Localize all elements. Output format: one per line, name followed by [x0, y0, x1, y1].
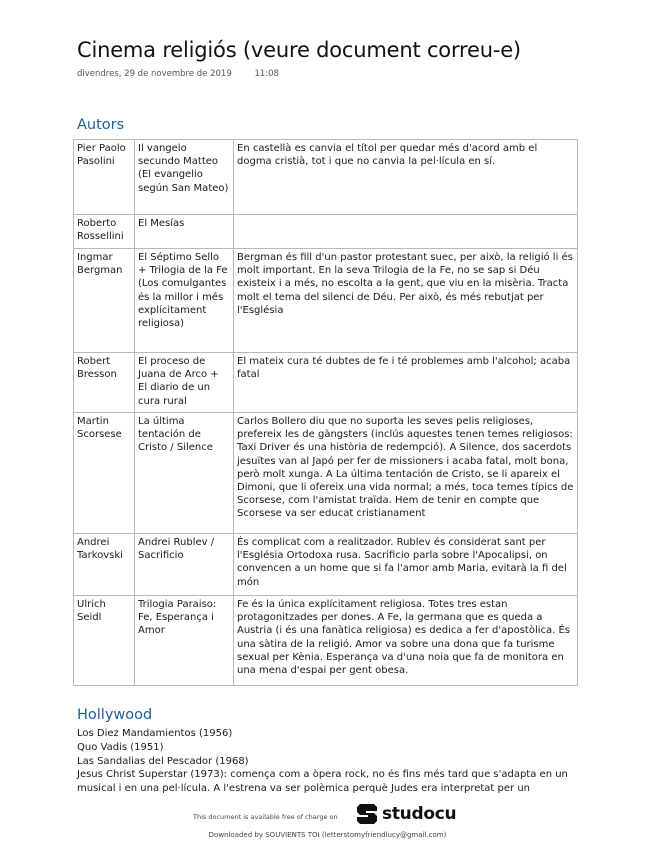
- availability-note: This document is available free of charge on: [193, 813, 338, 821]
- hollywood-paragraph: Jesus Christ Superstar (1973): comença com a òpera rock, no és fins més tard que s'adapta en un musical i en una pel·lícula. A l'estrena va ser polèmica perquè Judes era interpretat per un: [77, 769, 568, 795]
- table-row: [74, 215, 578, 249]
- table-row: [74, 140, 578, 215]
- page-title: Cinema religiós (veure document correu-e): [77, 38, 521, 62]
- films-cell: Il vangelo secundo Matteo (El evangelio según San Mateo): [135, 140, 234, 215]
- list-item: Quo Vadis (1951): [77, 741, 164, 753]
- director-cell: Andrei Tarkovski: [74, 534, 135, 596]
- notes-cell: És complicat com a realitzador. Rublev és considerat sant per l'Església Ortodoxa rusa. Sacrificio parla sobre l'Apocalipsi, on convencen a un home que si fa l'amor amb Maria, evitarà la fi del món: [234, 534, 578, 596]
- notes-cell: [234, 215, 578, 249]
- films-cell: Andrei Rublev / Sacrificio: [135, 534, 234, 596]
- director-cell: Ingmar Bergman: [74, 249, 135, 353]
- list-item: Las Sandalias del Pescador (1968): [77, 755, 249, 767]
- list-item: Los Diez Mandamientos (1956): [77, 728, 233, 739]
- download-note: Downloaded by SOUVIENTS TOI (letterstomyfriendlucy@gmail.com): [208, 831, 447, 839]
- authors-table: [73, 139, 578, 686]
- notes-cell: En castellà es canvia el títol per quedar més d'acord amb el dogma cristià, tot i que no canvia la pel·lícula en sí.: [234, 140, 578, 215]
- studocu-logo-icon: [357, 802, 379, 826]
- films-cell: Trilogia Paraiso: Fe, Esperança i Amor: [135, 596, 234, 686]
- table-row: [74, 353, 578, 413]
- notes-cell: Fe és la única explícitament religiosa. Totes tres estan protagonitzades per dones. A Fe, la germana que es queda a Austria (i és una fanàtica religiosa) es dedica a fer d'apostòlica. És una sàtira de la religió. Amor va sobre una dona que fa turisme sexual per Kènia. Esperança va d'una noia que fa de monitora en una mena d'espai per gent obesa.: [234, 596, 578, 686]
- table-row: [74, 596, 578, 686]
- director-cell: Ulrich Seidl: [74, 596, 135, 686]
- studocu-logo-text: studocu: [382, 804, 457, 824]
- notes-cell: Carlos Bollero diu que no suporta les seves pelis religioses, prefereix les de gàngsters (inclús aquestes tenen temes religiosos: Taxi Driver és una història de redempció). A Silence, dos sacerdots jesuïtes van al Japó per fer de missioners i acaba fatal, molt bona, però molt xunga. A La última tentación de Cristo, se li apareix el Dimoni, que li ofereix una vida normal; a més, toca temes típics de Scorsese, com l'amistat traïda. Hem de tenir en compte que Scorsese va ser educat cristianament: [234, 413, 578, 534]
- director-cell: Roberto Rossellini: [74, 215, 135, 249]
- films-cell: La última tentación de Cristo / Silence: [135, 413, 234, 534]
- document-date: divendres, 29 de novembre de 2019: [77, 69, 232, 79]
- document-time: 11:08: [254, 69, 279, 79]
- table-row: [74, 413, 578, 534]
- films-cell: El Séptimo Sello + Trilogia de la Fe (Los comulgantes és la millor i més explícitament religiosa): [135, 249, 234, 353]
- director-cell: Pier Paolo Pasolini: [74, 140, 135, 215]
- notes-cell: Bergman és fill d'un pastor protestant suec, per això, la religió li és molt important. En la seva Trilogia de la Fe, no se sap si Déu existeix i a més, no escolta a la gent, que viu en la misèria. Tracta molt el tema del silenci de Déu. Per això, és més rebutjat per l'Església: [234, 249, 578, 353]
- autors-heading: Autors: [77, 117, 125, 133]
- table-row: [74, 534, 578, 596]
- hollywood-heading: Hollywood: [77, 707, 153, 723]
- footer: [0, 796, 655, 848]
- films-cell: El proceso de Juana de Arco + El diario de un cura rural: [135, 353, 234, 413]
- director-cell: Robert Bresson: [74, 353, 135, 413]
- document-meta: [77, 69, 279, 79]
- films-cell: El Mesías: [135, 215, 234, 249]
- studocu-logo[interactable]: [357, 802, 456, 826]
- notes-cell: El mateix cura té dubtes de fe i té problemes amb l'alcohol; acaba fatal: [234, 353, 578, 413]
- director-cell: Martin Scorsese: [74, 413, 135, 534]
- table-row: [74, 249, 578, 353]
- hollywood-film-list: [77, 727, 577, 796]
